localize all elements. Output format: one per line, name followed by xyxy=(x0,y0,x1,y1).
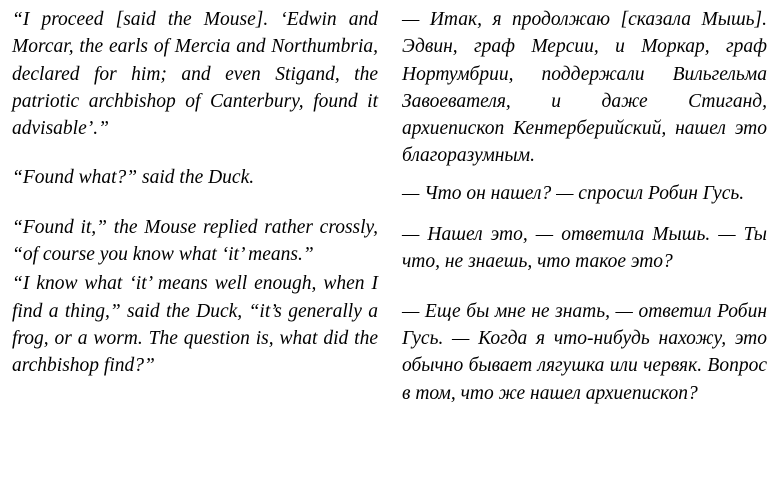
paragraph: “I proceed [said the Mouse]. ‘Edwin and Morcar, the earls of Mercia and Northumbria, declared for him; and even Stigand, the patriotic archbishop of Canterbury, found it advisable’.” xyxy=(12,9,378,140)
paragraph: “I know what ‘it’ means well enough, when I find a thing,” said the Duck, “it’s generally a frog, or a worm. The question is, what did the archbishop find?” xyxy=(12,273,378,377)
paragraph: — Нашел это, — ответила Мышь. — Ты что, не знаешь, что такое это? xyxy=(402,224,767,273)
paragraph: — Итак, я продолжаю [сказала Мышь]. Эдвин, граф Мерсии, и Моркар, граф Нортумбрии, поддержали Вильгельма Завоевателя, и даже Стиганд, архиепископ Кентерберийский, нашел это благоразумным. xyxy=(402,9,767,167)
paragraph: — Что он нашел? — спросил Робин Гусь. xyxy=(402,182,745,204)
paragraph: “Found what?” said the Duck. xyxy=(12,167,255,189)
paragraph: “Found it,” the Mouse replied rather crossly, “of course you know what ‘it’ means.” xyxy=(12,216,378,266)
english-column xyxy=(0,6,398,502)
paragraph: — Еще бы мне не знать, — ответил Робин Гусь. — Когда я что-нибудь нахожу, это обычно бывает лягушка или червяк. Вопрос в том, что же нашел архиепископ? xyxy=(402,300,767,404)
russian-column xyxy=(398,6,779,502)
